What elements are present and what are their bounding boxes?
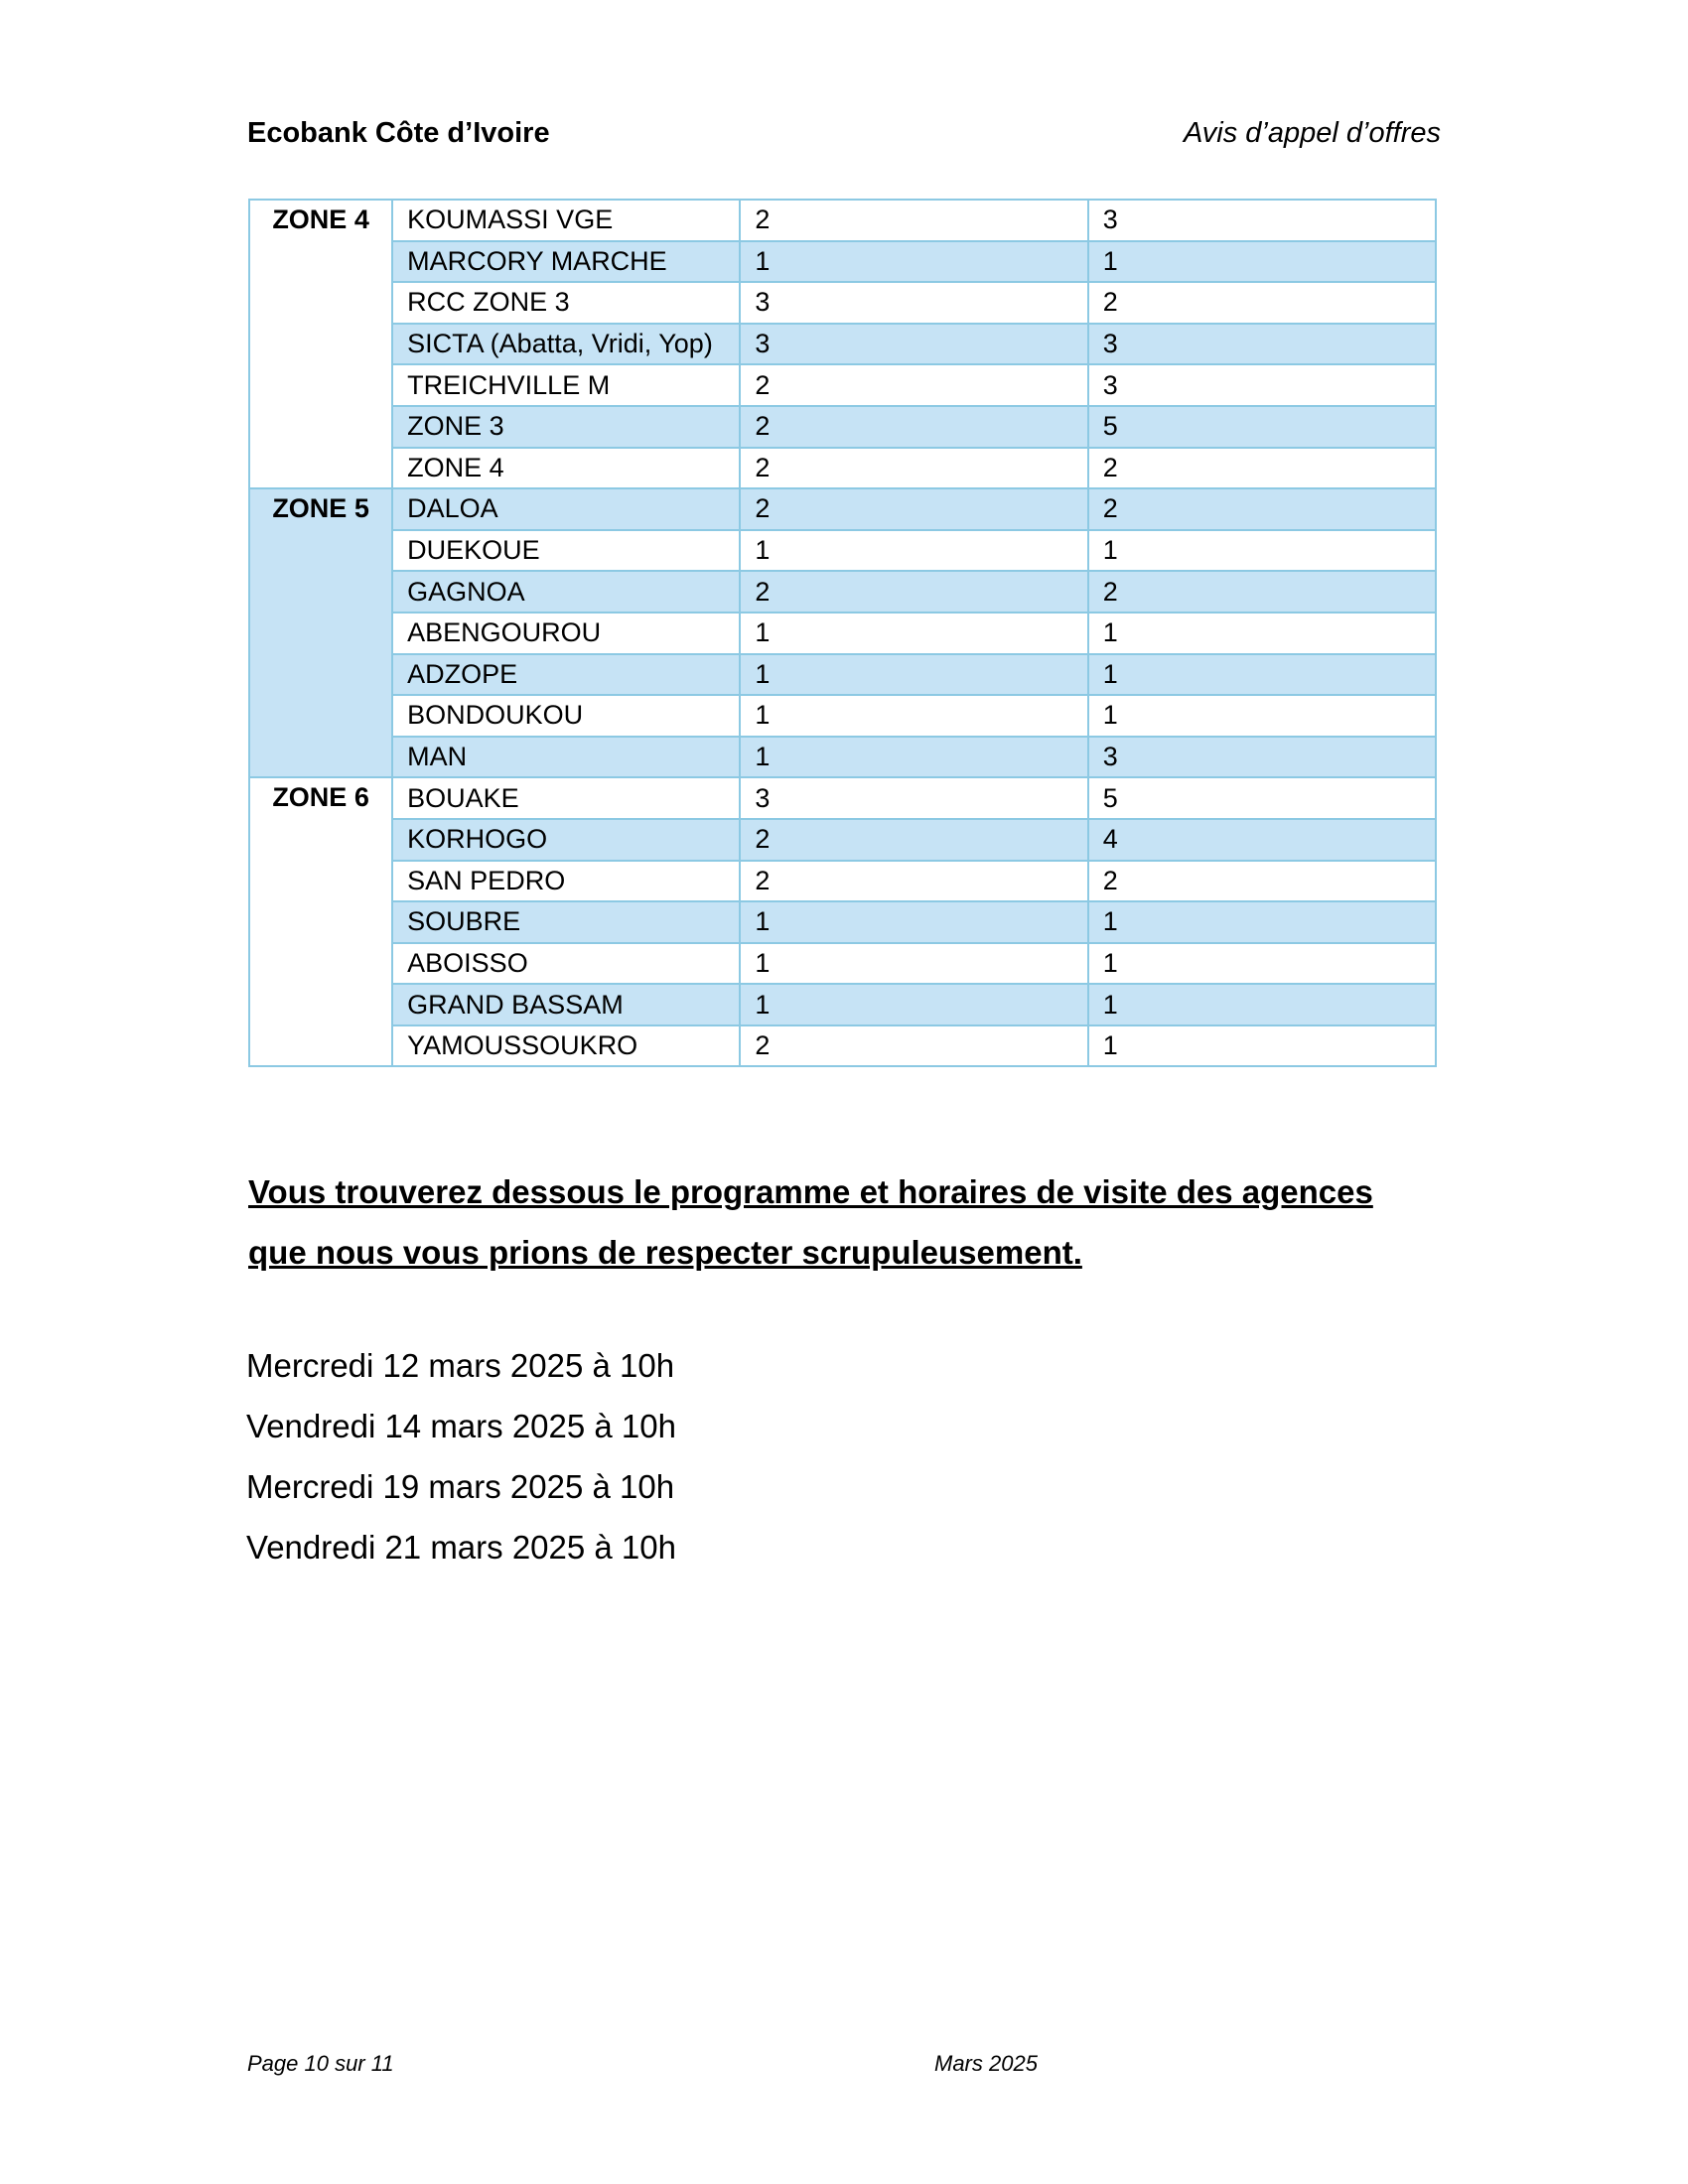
- agency-name: MAN: [392, 737, 740, 778]
- agency-name: ADZOPE: [392, 654, 740, 696]
- agency-table: [248, 199, 1437, 1067]
- visit-date: Vendredi 21 mars 2025 à 10h: [246, 1529, 676, 1566]
- table-row: [249, 200, 1436, 241]
- table-row: [249, 654, 1436, 696]
- table-row: [249, 406, 1436, 448]
- table-row: [249, 695, 1436, 737]
- count-col-1: 2: [740, 571, 1087, 613]
- count-col-2: 2: [1088, 571, 1436, 613]
- count-col-2: 2: [1088, 448, 1436, 489]
- notice-line-1: Vous trouverez dessous le programme et horaires de visite des agences: [248, 1173, 1373, 1210]
- count-col-2: 3: [1088, 364, 1436, 406]
- count-col-1: 2: [740, 406, 1087, 448]
- agency-name: ZONE 3: [392, 406, 740, 448]
- table-row: [249, 861, 1436, 902]
- table-row: [249, 241, 1436, 283]
- count-col-2: 1: [1088, 530, 1436, 572]
- footer-page-number: Page 10 sur 11: [247, 2051, 394, 2076]
- table-row: [249, 530, 1436, 572]
- count-col-2: 5: [1088, 406, 1436, 448]
- count-col-2: 2: [1088, 282, 1436, 324]
- count-col-1: 3: [740, 282, 1087, 324]
- agency-name: SOUBRE: [392, 901, 740, 943]
- count-col-1: 1: [740, 654, 1087, 696]
- visit-notice: [248, 1161, 1460, 1283]
- notice-line-2: que nous vous prions de respecter scrupuleusement.: [248, 1234, 1082, 1271]
- table-row: [249, 488, 1436, 530]
- count-col-2: 3: [1088, 737, 1436, 778]
- count-col-2: 2: [1088, 488, 1436, 530]
- count-col-2: 1: [1088, 943, 1436, 985]
- count-col-1: 2: [740, 200, 1087, 241]
- table-row: [249, 777, 1436, 819]
- count-col-2: 4: [1088, 819, 1436, 861]
- table-row: [249, 1025, 1436, 1067]
- count-col-1: 2: [740, 861, 1087, 902]
- count-col-1: 2: [740, 448, 1087, 489]
- count-col-1: 3: [740, 777, 1087, 819]
- table-row: [249, 324, 1436, 365]
- count-col-1: 1: [740, 984, 1087, 1025]
- table-row: [249, 364, 1436, 406]
- agency-name: SAN PEDRO: [392, 861, 740, 902]
- count-col-2: 1: [1088, 695, 1436, 737]
- agency-name: YAMOUSSOUKRO: [392, 1025, 740, 1067]
- visit-date: Mercredi 12 mars 2025 à 10h: [246, 1347, 675, 1384]
- visit-date: Mercredi 19 mars 2025 à 10h: [246, 1468, 675, 1505]
- agency-name: KOUMASSI VGE: [392, 200, 740, 241]
- agency-name: DALOA: [392, 488, 740, 530]
- table-row: [249, 819, 1436, 861]
- header-company: Ecobank Côte d’Ivoire: [247, 117, 550, 149]
- agency-name: BOUAKE: [392, 777, 740, 819]
- visit-date: Vendredi 14 mars 2025 à 10h: [246, 1408, 676, 1444]
- footer-date: Mars 2025: [934, 2051, 1038, 2076]
- table-row: [249, 571, 1436, 613]
- agency-name: RCC ZONE 3: [392, 282, 740, 324]
- table-row: [249, 943, 1436, 985]
- count-col-1: 1: [740, 943, 1087, 985]
- count-col-1: 1: [740, 901, 1087, 943]
- agency-name: DUEKOUE: [392, 530, 740, 572]
- count-col-1: 1: [740, 737, 1087, 778]
- count-col-2: 1: [1088, 654, 1436, 696]
- count-col-2: 2: [1088, 861, 1436, 902]
- count-col-1: 1: [740, 695, 1087, 737]
- count-col-1: 1: [740, 241, 1087, 283]
- zone-label: ZONE 6: [249, 777, 392, 1066]
- count-col-1: 2: [740, 819, 1087, 861]
- count-col-1: 1: [740, 530, 1087, 572]
- table-row: [249, 613, 1436, 654]
- count-col-2: 1: [1088, 901, 1436, 943]
- visit-dates: [246, 1335, 676, 1577]
- table-row: [249, 984, 1436, 1025]
- count-col-2: 1: [1088, 984, 1436, 1025]
- zone-label: ZONE 5: [249, 488, 392, 777]
- table-row: [249, 901, 1436, 943]
- count-col-2: 1: [1088, 613, 1436, 654]
- agency-name: GAGNOA: [392, 571, 740, 613]
- agency-name: GRAND BASSAM: [392, 984, 740, 1025]
- count-col-2: 1: [1088, 241, 1436, 283]
- count-col-1: 3: [740, 324, 1087, 365]
- agency-name: MARCORY MARCHE: [392, 241, 740, 283]
- agency-name: ABOISSO: [392, 943, 740, 985]
- count-col-1: 2: [740, 364, 1087, 406]
- agency-name: ABENGOUROU: [392, 613, 740, 654]
- agency-name: KORHOGO: [392, 819, 740, 861]
- count-col-1: 1: [740, 613, 1087, 654]
- count-col-2: 5: [1088, 777, 1436, 819]
- agency-name: ZONE 4: [392, 448, 740, 489]
- count-col-2: 3: [1088, 324, 1436, 365]
- count-col-2: 3: [1088, 200, 1436, 241]
- header-doc-title: Avis d’appel d’offres: [1183, 117, 1441, 149]
- count-col-1: 2: [740, 1025, 1087, 1067]
- zone-label: ZONE 4: [249, 200, 392, 488]
- agency-name: SICTA (Abatta, Vridi, Yop): [392, 324, 740, 365]
- agency-name: BONDOUKOU: [392, 695, 740, 737]
- table-row: [249, 448, 1436, 489]
- table-row: [249, 282, 1436, 324]
- count-col-1: 2: [740, 488, 1087, 530]
- agency-name: TREICHVILLE M: [392, 364, 740, 406]
- count-col-2: 1: [1088, 1025, 1436, 1067]
- table-row: [249, 737, 1436, 778]
